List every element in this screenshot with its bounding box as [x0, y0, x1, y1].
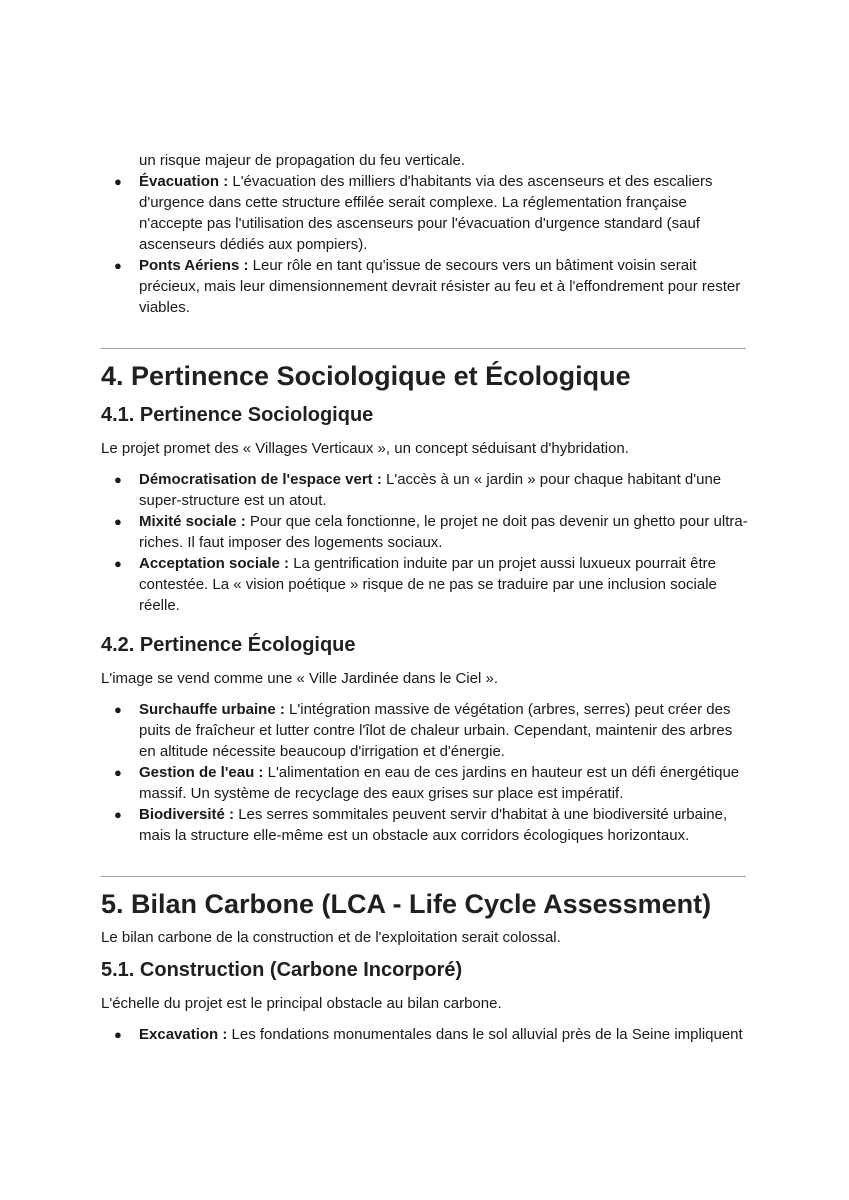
bullet-icon: ● [114, 807, 122, 822]
bullet-label: Mixité sociale : [139, 513, 246, 530]
section-heading: 5. Bilan Carbone (LCA - Life Cycle Assessment) [101, 889, 712, 919]
bullet-text: L'accès à un « jardin » pour chaque habitant d'une super-structure est un atout. [139, 471, 722, 509]
bullet-icon: ● [114, 514, 122, 529]
bullet-text: Les fondations monumentales dans le sol alluvial près de la Seine impliquent [227, 1026, 743, 1043]
list-item [101, 511, 751, 553]
section-divider [101, 876, 746, 877]
construction-list [101, 1024, 751, 1045]
bullet-icon: ● [114, 765, 122, 780]
subsection-heading: 4.1. Pertinence Sociologique [101, 404, 374, 426]
bullet-icon: ● [114, 1027, 122, 1042]
bullet-label: Démocratisation de l'espace vert : [139, 471, 382, 488]
bullet-text: L'évacuation des milliers d'habitants via des ascenseurs et des escaliers d'urgence dans cette structure effilée serait complexe. La réglementation française n'accepte pas l'utilisation des ascenseurs pour l'évacuation d'urgence standard (sauf ascenseurs dédiés aux pompiers). [139, 173, 713, 253]
paragraph: Le projet promet des « Villages Verticaux », un concept séduisant d'hybridation. [101, 440, 629, 457]
bullet-icon: ● [114, 258, 122, 273]
bullet-icon: ● [114, 702, 122, 717]
list-item [101, 255, 751, 318]
bullet-label: Surchauffe urbaine : [139, 701, 285, 718]
list-item [101, 1024, 751, 1045]
list-item [101, 171, 751, 255]
bullet-label: Ponts Aériens : [139, 257, 249, 274]
list-item [101, 699, 751, 762]
paragraph: Le bilan carbone de la construction et de l'exploitation serait colossal. [101, 929, 561, 946]
subsection-heading: 4.2. Pertinence Écologique [101, 634, 356, 656]
bullet-text: L'alimentation en eau de ces jardins en hauteur est un défi énergétique massif. Un système de recyclage des eaux grises sur place est impératif. [139, 764, 740, 802]
list-item [101, 762, 751, 804]
bullet-icon: ● [114, 472, 122, 487]
bullet-label: Gestion de l'eau : [139, 764, 264, 781]
bullet-text: Les serres sommitales peuvent servir d'habitat à une biodiversité urbaine, mais la structure elle-même est un obstacle aux corridors écologiques horizontaux. [139, 806, 728, 844]
list-item [101, 804, 751, 846]
bullet-label: Évacuation : [139, 173, 229, 190]
fire-safety-list [101, 171, 751, 318]
subsection-heading: 5.1. Construction (Carbone Incorporé) [101, 959, 463, 981]
bullet-text: L'intégration massive de végétation (arbres, serres) peut créer des puits de fraîcheur et lutter contre l'îlot de chaleur urbain. Cependant, maintenir des arbres en altitude nécessite beaucoup d'irrigation et d'énergie. [139, 701, 733, 760]
list-item [101, 553, 751, 616]
sociology-list [101, 469, 751, 616]
paragraph: L'image se vend comme une « Ville Jardinée dans le Ciel ». [101, 670, 498, 687]
bullet-text: Pour que cela fonctionne, le projet ne doit pas devenir un ghetto pour ultra-riches. Il faut imposer des logements sociaux. [139, 513, 748, 551]
ecology-list [101, 699, 751, 846]
bullet-label: Biodiversité : [139, 806, 235, 823]
bullet-icon: ● [114, 556, 122, 571]
continuation-text: un risque majeur de propagation du feu verticale. [139, 152, 466, 169]
bullet-text: Leur rôle en tant qu'issue de secours vers un bâtiment voisin serait précieux, mais leur dimensionnement devrait résister au feu et à l'effondrement pour rester viables. [139, 257, 741, 316]
bullet-icon: ● [114, 174, 122, 189]
list-item [101, 469, 751, 511]
paragraph: L'échelle du projet est le principal obstacle au bilan carbone. [101, 995, 502, 1012]
page-content [101, 150, 751, 1045]
section-divider [101, 348, 746, 349]
bullet-text: La gentrification induite par un projet aussi luxueux pourrait être contestée. La « vision poétique » risque de ne pas se traduire par une inclusion sociale réelle. [139, 555, 717, 614]
bullet-label: Excavation : [139, 1026, 228, 1043]
bullet-label: Acceptation sociale : [139, 555, 290, 572]
section-heading: 4. Pertinence Sociologique et Écologique [101, 361, 631, 391]
